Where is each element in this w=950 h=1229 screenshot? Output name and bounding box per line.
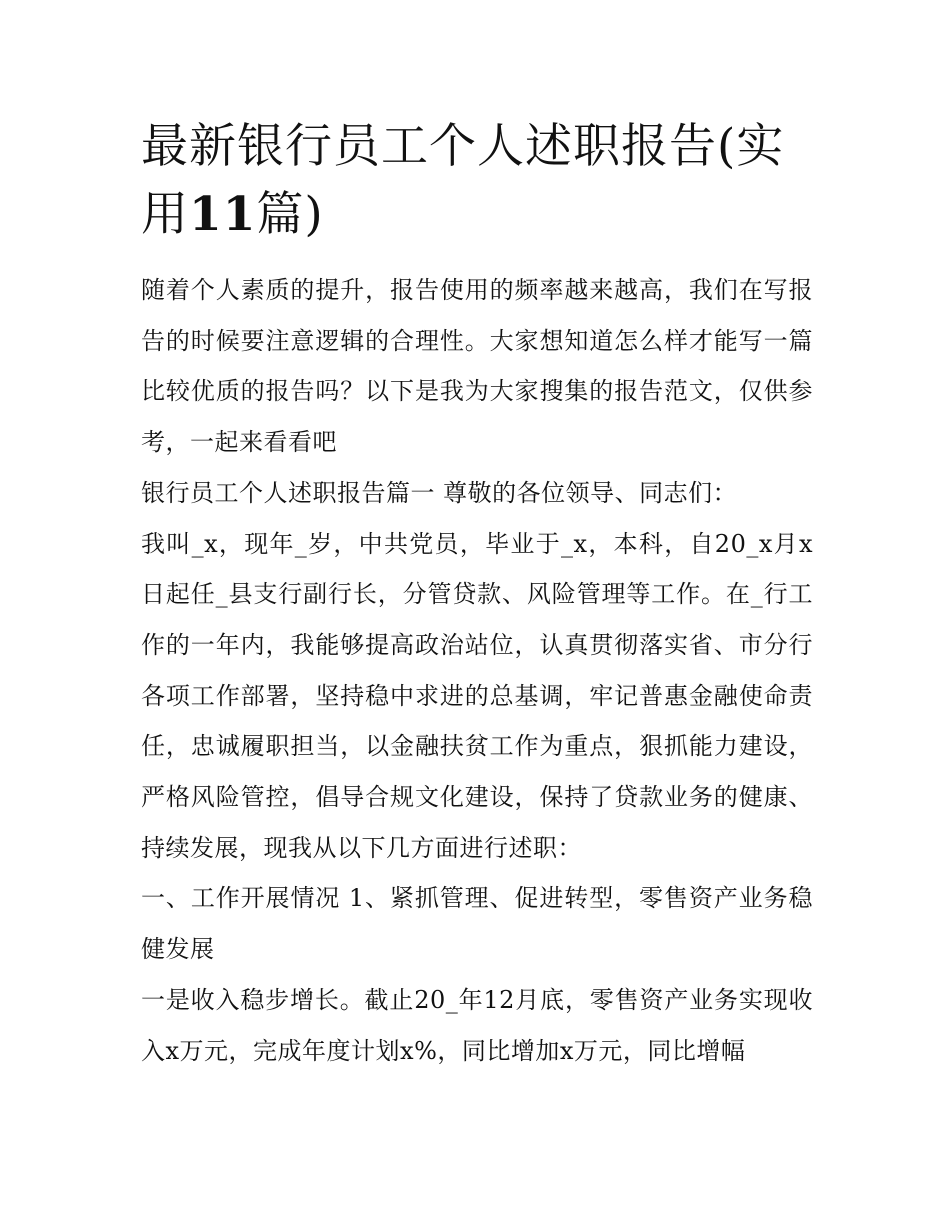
intro-paragraph: 随着个人素质的提升，报告使用的频率越来越高，我们在写报告的时候要注意逻辑的合理性。大家想知道怎么样才能写一篇比较优质的报告吗？以下是我为大家搜集的报告范文，仅供参考，一起来看看吧 xyxy=(141,276,813,457)
work-overview-heading: 一、工作开展情况 1、紧抓管理、促进转型，零售资产业务稳健发展 xyxy=(141,884,813,964)
document-body xyxy=(141,265,813,1076)
self-introduction-paragraph: 我叫_x，现年_岁，中共党员，毕业于_x，本科，自20_x月x日起任_县支行副行长，分管贷款、风险管理等工作。在_行工作的一年内，我能够提高政治站位，认真贯彻落实省、市分行各项工作部署，坚持稳中求进的总基调，牢记普惠金融使命责任，忠诚履职担当，以金融扶贫工作为重点，狠抓能力建设，严格风险管控，倡导合规文化建设，保持了贷款业务的健康、持续发展，现我从以下几方面进行述职： xyxy=(141,529,813,862)
section-heading-paragraph: 银行员工个人述职报告篇一 尊敬的各位领导、同志们： xyxy=(141,478,738,507)
title-number: 11 xyxy=(189,187,257,242)
income-growth-paragraph: 一是收入稳步增长。截止20_年12月底，零售资产业务实现收入x万元，完成年度计划x%，同比增加x万元，同比增幅 xyxy=(141,985,813,1065)
document-page xyxy=(141,113,813,1076)
document-title: 最新银行员工个人述职报告(实用11篇) xyxy=(141,119,785,242)
